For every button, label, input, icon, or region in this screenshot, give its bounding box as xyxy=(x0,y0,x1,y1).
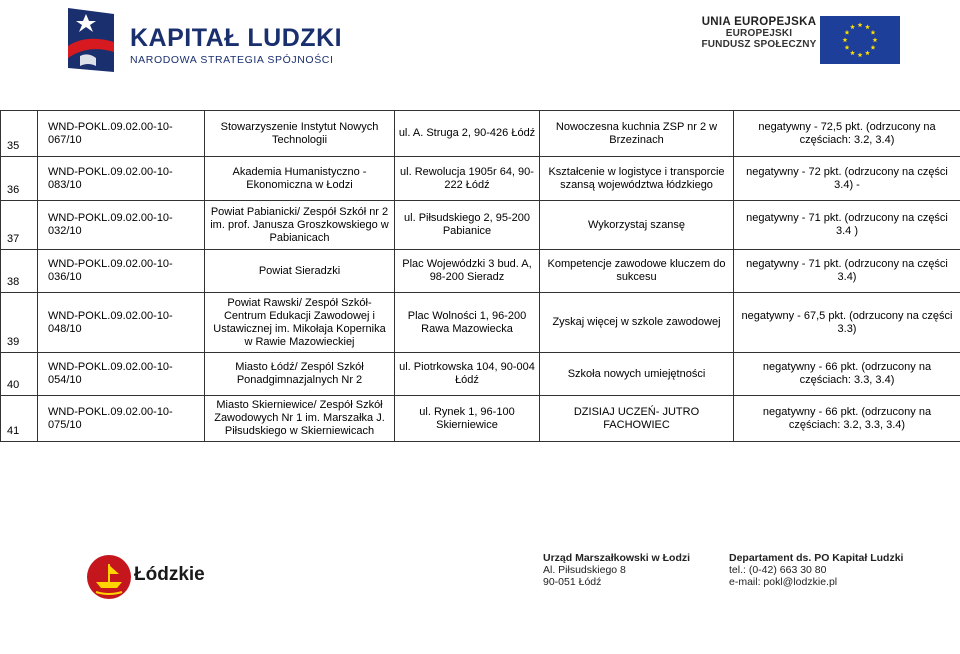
row-result: negatywny - 71 pkt. (odrzucony na części 3.4) xyxy=(734,250,960,293)
row-lp: 35 xyxy=(1,111,38,157)
row-title: Zyskaj więcej w szkole zawodowej xyxy=(540,293,734,353)
eu-line-2: EUROPEJSKI xyxy=(725,28,793,39)
row-number: WND-POKL.09.02.00-10-075/10 xyxy=(38,396,205,442)
row-title: DZISIAJ UCZEŃ- JUTRO FACHOWIEC xyxy=(540,396,734,442)
row-applicant: Miasto Skierniewice/ Zespół Szkół Zawodowych Nr 1 im. Marszałka J. Piłsudskiego w Skierniewicach xyxy=(205,396,395,442)
row-result: negatywny - 67,5 pkt. (odrzucony na części 3.3) xyxy=(734,293,960,353)
lodzkie-logo xyxy=(86,548,226,608)
table-row xyxy=(1,293,960,353)
row-result: negatywny - 66 pkt. (odrzucony na częściach: 3.3, 3.4) xyxy=(734,353,960,396)
row-address: Plac Wolności 1, 96-200 Rawa Mazowiecka xyxy=(395,293,540,353)
contact-block xyxy=(543,552,903,592)
row-result: negatywny - 72 pkt. (odrzucony na części 3.4) - xyxy=(734,157,960,201)
row-lp: 39 xyxy=(1,293,38,353)
office-city: 90-051 Łódź xyxy=(543,576,602,588)
row-number: WND-POKL.09.02.00-10-036/10 xyxy=(38,250,205,293)
row-applicant: Powiat Pabianicki/ Zespół Szkół nr 2 im. prof. Janusza Groszkowskiego w Pabianicach xyxy=(205,201,395,250)
table-row xyxy=(1,396,960,442)
row-address: ul. Rynek 1, 96-100 Skierniewice xyxy=(395,396,540,442)
department-email[interactable]: e-mail: pokl@lodzkie.pl xyxy=(729,576,838,588)
row-applicant: Miasto Łódź/ Zespól Szkół Ponadgimnazjalnych Nr 2 xyxy=(205,353,395,396)
table-row xyxy=(1,201,960,250)
row-applicant: Akademia Humanistyczno - Ekonomiczna w Łodzi xyxy=(205,157,395,201)
row-title: Szkoła nowych umiejętności xyxy=(540,353,734,396)
projects-table-body xyxy=(1,111,960,442)
row-title: Nowoczesna kuchnia ZSP nr 2 w Brzezinach xyxy=(540,111,734,157)
row-address: ul. Rewolucja 1905r 64, 90-222 Łódź xyxy=(395,157,540,201)
projects-table xyxy=(0,110,960,442)
row-number: WND-POKL.09.02.00-10-048/10 xyxy=(38,293,205,353)
eu-line-3: FUNDUSZ SPOŁECZNY xyxy=(701,39,817,50)
row-number: WND-POKL.09.02.00-10-054/10 xyxy=(38,353,205,396)
table-row xyxy=(1,250,960,293)
table-row xyxy=(1,157,960,201)
office-street: Al. Piłsudskiego 8 xyxy=(543,564,626,576)
row-result: negatywny - 66 pkt. (odrzucony na częściach: 3.2, 3.3, 3.4) xyxy=(734,396,960,442)
row-number: WND-POKL.09.02.00-10-032/10 xyxy=(38,201,205,250)
row-lp: 37 xyxy=(1,201,38,250)
row-address: Plac Wojewódzki 3 bud. A, 98-200 Sieradz xyxy=(395,250,540,293)
row-address: ul. Piotrkowska 104, 90-004 Łódź xyxy=(395,353,540,396)
department-name: Departament ds. PO Kapitał Ludzki xyxy=(729,552,904,564)
office-name: Urząd Marszałkowski w Łodzi xyxy=(543,552,691,564)
eu-text xyxy=(700,16,818,50)
row-lp: 38 xyxy=(1,250,38,293)
row-applicant: Stowarzyszenie Instytut Nowych Technologii xyxy=(205,111,395,157)
eu-logo xyxy=(700,16,900,64)
row-number: WND-POKL.09.02.00-10-083/10 xyxy=(38,157,205,201)
row-applicant: Powiat Sieradzki xyxy=(205,250,395,293)
row-result: negatywny - 71 pkt. (odrzucony na części 3.4 ) xyxy=(734,201,960,250)
row-number: WND-POKL.09.02.00-10-067/10 xyxy=(38,111,205,157)
logo-subtitle: NARODOWA STRATEGIA SPÓJNOŚCI xyxy=(130,54,334,66)
row-title: Wykorzystaj szansę xyxy=(540,201,734,250)
row-address: ul. A. Struga 2, 90-426 Łódź xyxy=(395,111,540,157)
lodzkie-boat-icon xyxy=(86,554,132,600)
row-title: Kształcenie w logistyce i transporcie szansą województwa łódzkiego xyxy=(540,157,734,201)
row-applicant: Powiat Rawski/ Zespół Szkół-Centrum Edukacji Zawodowej i Ustawicznej im. Mikołaja Kopernika w Rawie Mazowieckiej xyxy=(205,293,395,353)
row-address: ul. Piłsudskiego 2, 95-200 Pabianice xyxy=(395,201,540,250)
row-result: negatywny - 72,5 pkt. (odrzucony na częściach: 3.2, 3.4) xyxy=(734,111,960,157)
department-phone: tel.: (0-42) 663 30 80 xyxy=(729,564,827,576)
eu-line-1: UNIA EUROPEJSKA xyxy=(701,16,817,28)
office-address xyxy=(543,552,690,588)
kapital-ludzki-flag-icon xyxy=(66,6,116,74)
table-row xyxy=(1,353,960,396)
eu-flag-icon xyxy=(820,16,900,64)
region-name: Łódzkie xyxy=(134,564,205,585)
row-title: Kompetencje zawodowe kluczem do sukcesu xyxy=(540,250,734,293)
table-row xyxy=(1,111,960,157)
row-lp: 41 xyxy=(1,396,38,442)
department-contact xyxy=(729,552,903,588)
row-lp: 40 xyxy=(1,353,38,396)
logo-title: KAPITAŁ LUDZKI xyxy=(130,24,343,52)
row-lp: 36 xyxy=(1,157,38,201)
kapital-ludzki-logo xyxy=(66,4,396,76)
